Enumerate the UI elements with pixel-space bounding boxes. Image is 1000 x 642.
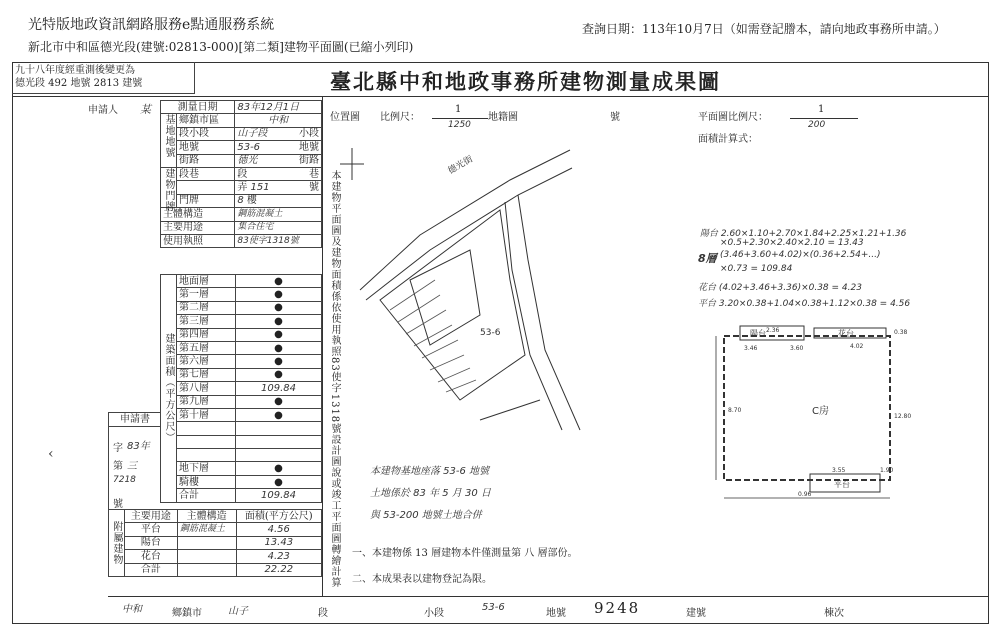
- license-value: 83使字1318號: [235, 234, 322, 247]
- floor-name: 騎樓: [177, 475, 236, 488]
- building-plate-label: 建物門牌: [161, 167, 177, 207]
- application-number: 7218: [113, 475, 136, 485]
- attached-struct: 鋼筋混凝土: [177, 523, 236, 536]
- plan-scale-line: [790, 118, 858, 119]
- floor-name: 第六層: [177, 355, 236, 368]
- road-edge: [366, 168, 572, 300]
- lot-unit: 地號: [299, 141, 319, 153]
- bottom-section-value: 山子: [228, 606, 248, 617]
- attached-area: 4.56: [236, 523, 321, 536]
- section-label: 段小段: [177, 127, 235, 140]
- alley-value: 151: [250, 182, 270, 194]
- attached-use: 陽台: [125, 536, 178, 549]
- calc-line3: (3.46+3.60+4.02)×(0.36+2.54+...): [720, 250, 881, 260]
- floor-area: ●: [236, 368, 322, 381]
- floor-area: ●: [236, 408, 322, 421]
- calc-line2: ×0.5+2.30×2.40×2.10 = 13.43: [720, 238, 864, 248]
- applicant-value: 某: [140, 103, 151, 116]
- calc-line5: 花台 (4.02+3.46+3.36)×0.38 = 4.23: [698, 283, 862, 293]
- base-lot-label: 基地地號: [161, 114, 177, 168]
- flowerbed-label: 花台: [838, 329, 854, 338]
- word-value: 83年: [127, 441, 150, 452]
- floor-name: 第二層: [177, 301, 236, 314]
- floor-name: [177, 422, 236, 435]
- plan-dim: 3.46: [744, 345, 758, 352]
- floor-area: ●: [236, 328, 322, 341]
- floor-area: ●: [236, 301, 322, 314]
- area-group-label: 建築面積（平方公尺）: [161, 275, 177, 503]
- floor-name: 第十層: [177, 408, 236, 421]
- attached-use: 花台: [125, 550, 178, 563]
- main-room-outline: [724, 336, 890, 480]
- note-line1: 九十八年度經重測後變更為: [15, 65, 135, 76]
- calc-line6: 平台 3.20×0.38+1.04×0.38+1.12×0.38 = 4.56: [698, 299, 911, 309]
- lot-subdivisions: [390, 280, 476, 392]
- calc-floor-label: 8層: [698, 252, 717, 265]
- calc-line1: 陽台 2.60×1.10+2.70×1.84+2.25×1.21+1.36: [700, 229, 907, 239]
- town-value: 中和: [235, 114, 322, 127]
- license-label: 使用執照: [161, 234, 235, 247]
- street-unit: 街路: [299, 155, 319, 167]
- floor-area: ●: [236, 355, 322, 368]
- attached-table: [108, 509, 322, 577]
- map-note2: 土地係於 83 年 5 月 30 日: [370, 488, 491, 499]
- no-label: 第: [113, 461, 123, 472]
- plan-dim: 3.60: [790, 345, 804, 352]
- footnote2: 二、本成果表以建物登記為限。: [352, 574, 492, 585]
- floor-name: [177, 449, 236, 462]
- alley-unit: 號: [309, 182, 319, 194]
- plan-dim: 0.96: [798, 491, 812, 498]
- area-calc-label: 面積計算式：: [698, 134, 758, 145]
- floor-name: 第五層: [177, 341, 236, 354]
- remeasure-note: [12, 62, 195, 94]
- scale-fraction-line: [432, 118, 488, 119]
- location-map-label: 位置圖: [330, 112, 360, 123]
- applicant-label: 申請人: [88, 105, 118, 116]
- lane-unit1: 段: [237, 168, 248, 180]
- attached-area: 4.23: [236, 550, 321, 563]
- attached-row: [109, 536, 322, 549]
- parcel-outline: [380, 210, 525, 400]
- attached-area: 13.43: [236, 536, 321, 549]
- bottom-lot-label: 地號: [546, 608, 566, 619]
- attached-struct: [177, 563, 236, 576]
- platform-label: 平台: [834, 480, 850, 489]
- attached-area: 22.22: [236, 563, 321, 576]
- road-edge: [505, 202, 562, 430]
- application-box: [108, 412, 161, 510]
- floor-name: 地面層: [177, 275, 236, 288]
- column-divider: [322, 96, 323, 596]
- floor-area: ●: [236, 315, 322, 328]
- plan-scale-num: 1: [818, 104, 825, 115]
- floor-area: ●: [236, 341, 322, 354]
- scale-label: 比例尺：: [380, 112, 420, 123]
- use-label: 主要用途: [161, 221, 235, 234]
- hao-label: 號: [113, 499, 123, 510]
- attached-label: 附屬建物: [109, 510, 125, 577]
- document-title: 臺北縣中和地政事務所建物測量成果圖: [330, 69, 721, 94]
- plan-dim: 8.70: [728, 407, 742, 414]
- bottom-divider: [108, 596, 989, 597]
- road-edge: [480, 400, 540, 420]
- plan-dim: 12.80: [894, 413, 912, 420]
- plan-scale-den: 200: [808, 120, 826, 130]
- total-label: 合計: [177, 489, 236, 502]
- floor-name: 第七層: [177, 368, 236, 381]
- map-note3: 與 53-200 地號土地合併: [370, 510, 482, 521]
- bottom-town-value: 中和: [122, 604, 142, 615]
- floor-area: 109.84: [236, 382, 322, 395]
- building-outline: [410, 250, 480, 345]
- plan-dim: 2.36: [766, 327, 780, 334]
- vertical-note: 本建物平面圖及建物面積係依使用執照83使字1318號設計圖說或竣工平面圖轉繪計算: [329, 170, 340, 589]
- floor-area-table: [160, 274, 322, 503]
- street-label: 街路: [177, 154, 235, 167]
- system-title: 光特版地政資訊網路服務e點通服務系統: [28, 17, 275, 33]
- cadastral-label: 地籍圖: [488, 112, 518, 123]
- plan-dim: 0.38: [894, 329, 908, 336]
- street-value: 德光: [237, 155, 258, 167]
- floor-plan: [700, 322, 940, 508]
- query-date: 查詢日期：113年10月7日（如需登記謄本，請向地政事務所申請。）: [582, 22, 946, 36]
- number-label: 號: [610, 112, 620, 123]
- bottom-section-label: 段: [318, 608, 328, 619]
- floor-area: ●: [236, 475, 322, 488]
- attached-struct: [177, 536, 236, 549]
- bottom-small-label: 小段: [424, 608, 444, 619]
- floor-name: [177, 435, 236, 448]
- map-lot-label: 53-6: [480, 328, 501, 338]
- floor-area: ●: [236, 275, 322, 288]
- small-section: 小段: [299, 128, 319, 140]
- floor-area: ●: [236, 462, 322, 475]
- no-value: 三: [127, 461, 137, 472]
- bottom-floor-label: 棟次: [824, 608, 844, 619]
- attached-use: 合計: [125, 563, 178, 576]
- plan-scale-label: 平面圖比例尺：: [698, 112, 768, 123]
- survey-date-value: 83年12月1日: [235, 101, 322, 114]
- road-label: 德光街: [446, 154, 475, 177]
- scale-den: 1250: [448, 120, 471, 130]
- floor-name: 第四層: [177, 328, 236, 341]
- floor-area: [236, 422, 322, 435]
- scan-mark: ‹: [48, 446, 54, 462]
- structure-label: 主體構造: [161, 208, 235, 221]
- bottom-building-label: 建號: [686, 608, 706, 619]
- attached-row: [109, 523, 322, 536]
- building-info-table: [160, 100, 322, 248]
- attached-struct: [177, 550, 236, 563]
- floor-area: [236, 449, 322, 462]
- lane-label: 段巷: [177, 167, 235, 180]
- location-map: [340, 140, 600, 450]
- floor-name: 第九層: [177, 395, 236, 408]
- map-note1: 本建物基地座落 53-6 地號: [370, 466, 490, 477]
- lane-unit2: 巷: [309, 168, 319, 180]
- plan-dim: 4.02: [850, 343, 864, 350]
- town-label: 鄉鎮市區: [177, 114, 235, 127]
- lot-label: 地號: [177, 141, 235, 154]
- note-line2: 德光段 492 地號 2813 建號: [15, 78, 143, 89]
- structure-value: 鋼筋混凝土: [235, 208, 322, 221]
- title-divider: [12, 96, 989, 97]
- road-edge: [518, 195, 580, 430]
- lot-value: 53-6: [237, 141, 261, 153]
- floor-name: 第八層: [177, 382, 236, 395]
- attached-area-header: 面積(平方公尺): [236, 510, 321, 523]
- total-value: 109.84: [236, 489, 322, 502]
- alley-label: 弄: [237, 182, 248, 194]
- floor-name: 地下層: [177, 462, 236, 475]
- section-value: 山子段: [237, 128, 268, 140]
- plan-dim: 3.55: [832, 467, 846, 474]
- bottom-lot-value: 53-6: [482, 602, 505, 613]
- footnote1: 一、本建物係 13 層建物本件僅測量第 八 層部份。: [352, 548, 578, 559]
- attached-use: 平台: [125, 523, 178, 536]
- word-label: 字: [113, 443, 123, 454]
- attached-struct-header: 主體構造: [177, 510, 236, 523]
- plan-dim: 1.90: [880, 467, 894, 474]
- room-label: C房: [812, 406, 829, 417]
- floor-name: 第一層: [177, 288, 236, 301]
- bottom-town-label: 鄉鎮市: [172, 608, 202, 619]
- road-edge: [360, 150, 570, 290]
- bottom-building-no: 9248: [594, 599, 641, 617]
- use-value: 集合住宅: [235, 221, 322, 234]
- floor-area: ●: [236, 288, 322, 301]
- floor-value: 8: [237, 195, 244, 207]
- floor-name: 第三層: [177, 315, 236, 328]
- calc-line4: ×0.73 = 109.84: [720, 264, 793, 274]
- scale-num: 1: [455, 104, 462, 115]
- attached-row: [109, 550, 322, 563]
- balcony-label: 陽台: [750, 329, 766, 338]
- floor-unit: 樓: [246, 195, 257, 207]
- floor-area: [236, 435, 322, 448]
- attached-row: [109, 563, 322, 576]
- page-subtitle: 新北市中和區德光段(建號:02813-000)[第二類]建物平面圖(已縮小列印): [28, 40, 414, 54]
- application-label: 申請書: [109, 413, 161, 427]
- door-label: 門牌: [177, 194, 235, 207]
- floor-area: ●: [236, 395, 322, 408]
- attached-use-header: 主要用途: [125, 510, 178, 523]
- survey-date-label: 測量日期: [161, 101, 235, 114]
